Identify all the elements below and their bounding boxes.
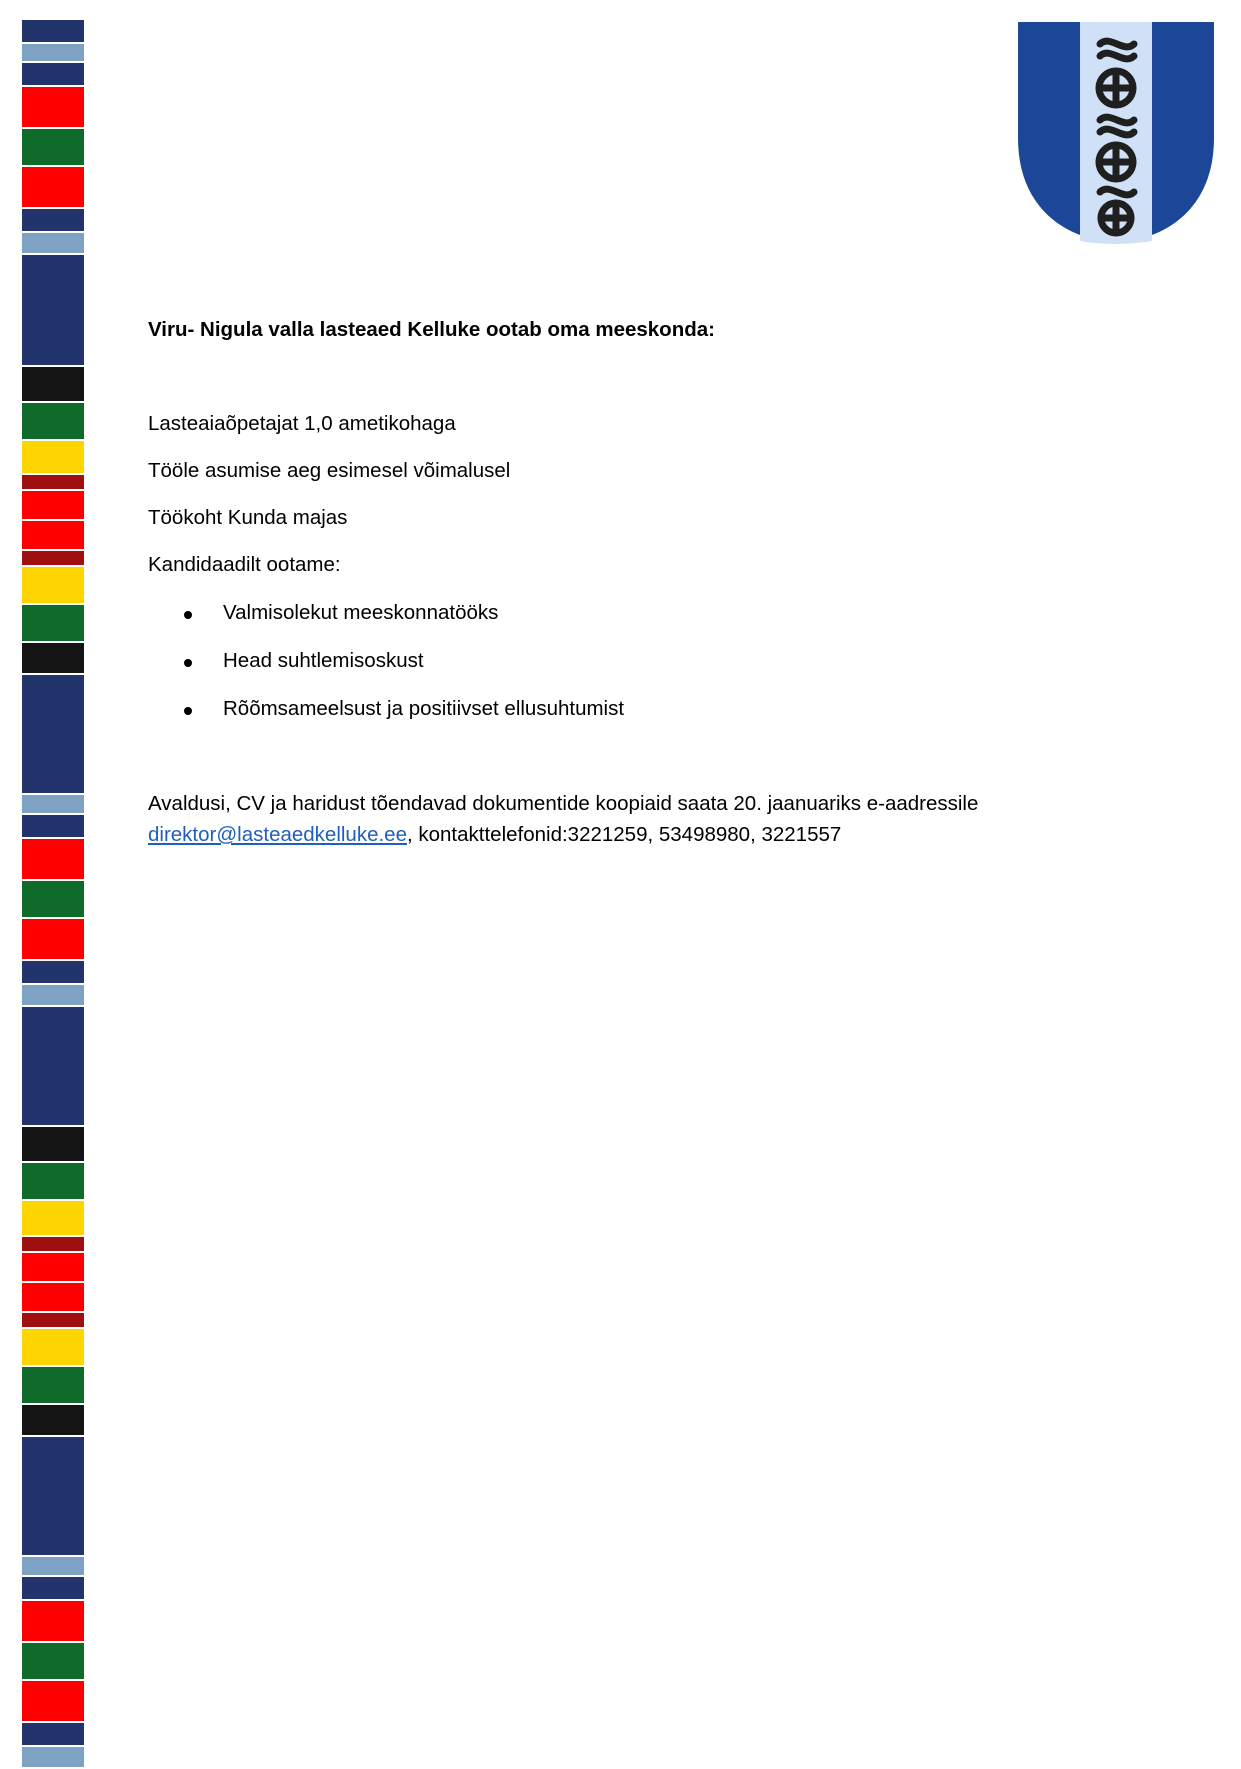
municipality-crest-logo — [1016, 20, 1216, 245]
stripe-segment — [22, 815, 84, 837]
stripe-segment — [22, 441, 84, 473]
stripe-segment — [22, 567, 84, 603]
workplace-line: Töökoht Kunda majas — [148, 506, 348, 529]
cross-circle-symbol-icon — [1099, 145, 1133, 179]
stripe-segment — [22, 605, 84, 641]
stripe-segment — [22, 129, 84, 165]
stripe-segment — [22, 44, 84, 61]
stripe-segment — [22, 87, 84, 127]
stripe-segment — [22, 367, 84, 401]
application-instructions-text: Avaldusi, CV ja haridust tõendavad dokumentide koopiaid saata 20. jaanuariks e-aadressile — [148, 792, 979, 815]
stripe-segment — [22, 521, 84, 549]
stripe-segment — [22, 839, 84, 879]
stripe-segment — [22, 1313, 84, 1327]
stripe-segment — [22, 1253, 84, 1281]
application-instructions — [148, 788, 978, 850]
stripe-segment — [22, 233, 84, 253]
stripe-segment — [22, 643, 84, 673]
requirement-text: Head suhtlemisoskust — [223, 649, 424, 672]
stripe-segment — [22, 961, 84, 983]
stripe-segment — [22, 1367, 84, 1403]
stripe-segment — [22, 1577, 84, 1599]
stripe-segment — [22, 167, 84, 207]
stripe-segment — [22, 1201, 84, 1235]
contact-phones: , kontakttelefonid:3221259, 53498980, 3221557 — [406, 823, 842, 846]
stripe-segment — [22, 1643, 84, 1679]
bullet-icon — [184, 707, 192, 715]
stripe-segment — [22, 881, 84, 917]
stripe-segment — [22, 1163, 84, 1199]
stripe-segment — [22, 403, 84, 439]
stripe-segment — [22, 1601, 84, 1641]
stripe-segment — [22, 1681, 84, 1721]
stripe-segment — [22, 1437, 84, 1555]
cross-circle-symbol-icon — [1101, 203, 1131, 233]
stripe-segment — [22, 675, 84, 793]
stripe-segment — [22, 919, 84, 959]
stripe-segment — [22, 985, 84, 1005]
stripe-segment — [22, 1283, 84, 1311]
requirements-intro: Kandidaadilt ootame: — [148, 553, 341, 576]
requirement-text: Valmisolekut meeskonnatööks — [223, 601, 499, 624]
stripe-segment — [22, 255, 84, 365]
stripe-segment — [22, 795, 84, 813]
stripe-segment — [22, 551, 84, 565]
stripe-segment — [22, 491, 84, 519]
stripe-segment — [22, 209, 84, 231]
bullet-icon — [184, 611, 192, 619]
stripe-segment — [22, 1723, 84, 1745]
stripe-segment — [22, 1237, 84, 1251]
stripe-segment — [22, 1127, 84, 1161]
bullet-icon — [184, 659, 192, 667]
requirement-text: Rõõmsameelsust ja positiivset ellusuhtumist — [223, 697, 625, 720]
decorative-stripe-bar — [22, 20, 84, 1769]
position-line: Lasteaiaõpetajat 1,0 ametikohaga — [148, 412, 456, 435]
stripe-segment — [22, 1405, 84, 1435]
cross-circle-symbol-icon — [1099, 71, 1133, 105]
stripe-segment — [22, 1007, 84, 1125]
stripe-segment — [22, 1557, 84, 1575]
stripe-segment — [22, 1747, 84, 1767]
email-link[interactable]: direktor@lasteaedkelluke.ee — [148, 823, 407, 846]
stripe-segment — [22, 20, 84, 42]
start-time-line: Tööle asumise aeg esimesel võimalusel — [148, 459, 511, 482]
stripe-segment — [22, 475, 84, 489]
stripe-segment — [22, 1329, 84, 1365]
announcement-heading: Viru- Nigula valla lasteaed Kelluke ootab oma meeskonda: — [148, 318, 715, 341]
stripe-segment — [22, 63, 84, 85]
